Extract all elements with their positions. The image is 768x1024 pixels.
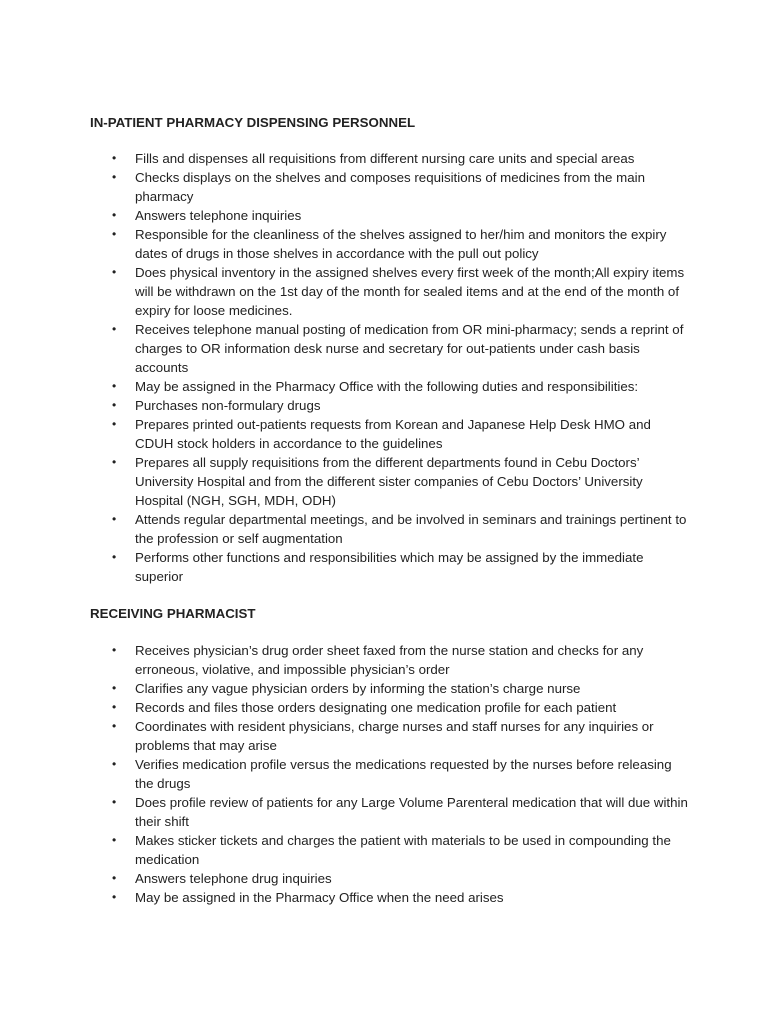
bullet-icon: • bbox=[112, 208, 117, 222]
bullet-icon: • bbox=[112, 417, 117, 431]
list-item-text: Receives telephone manual posting of medication from OR mini-pharmacy; sends a reprint of charges to OR information desk nurse and secretary for out-patients under cash basis accounts bbox=[135, 322, 684, 375]
bullet-icon: • bbox=[112, 871, 117, 885]
list-item-text: Purchases non-formulary drugs bbox=[135, 398, 321, 413]
list-item-text: Clarifies any vague physician orders by informing the station’s charge nurse bbox=[135, 681, 581, 696]
list-item bbox=[90, 225, 690, 263]
list-item bbox=[90, 510, 690, 548]
list-item bbox=[90, 793, 690, 831]
list-item bbox=[90, 548, 690, 586]
list-item-text: Receives physician’s drug order sheet faxed from the nurse station and checks for any erroneous, violative, and impossible physician’s order bbox=[135, 643, 644, 677]
list-item-text: Performs other functions and responsibilities which may be assigned by the immediate superior bbox=[135, 550, 644, 584]
list-item-text: May be assigned in the Pharmacy Office when the need arises bbox=[135, 890, 504, 905]
list-item-text: Checks displays on the shelves and composes requisitions of medicines from the main pharmacy bbox=[135, 170, 645, 204]
list-item bbox=[90, 641, 690, 679]
list-item bbox=[90, 168, 690, 206]
bullet-icon: • bbox=[112, 227, 117, 241]
bullet-icon: • bbox=[112, 757, 117, 771]
bullet-icon: • bbox=[112, 455, 117, 469]
list-item-text: Fills and dispenses all requisitions from different nursing care units and special areas bbox=[135, 151, 635, 166]
duties-list bbox=[90, 149, 690, 586]
section-receiving-pharmacist bbox=[90, 604, 690, 907]
list-item-text: Answers telephone drug inquiries bbox=[135, 871, 332, 886]
bullet-icon: • bbox=[112, 170, 117, 184]
list-item bbox=[90, 320, 690, 377]
section-dispensing-personnel bbox=[90, 113, 690, 586]
bullet-icon: • bbox=[112, 890, 117, 904]
bullet-icon: • bbox=[112, 681, 117, 695]
list-item-text: Prepares all supply requisitions from the different departments found in Cebu Doctors’ University Hospital and from the different sister companies of Cebu Doctors’ University Hospital (NGH, SGH, MDH, ODH) bbox=[135, 455, 643, 508]
list-item bbox=[90, 263, 690, 320]
bullet-icon: • bbox=[112, 322, 117, 336]
bullet-icon: • bbox=[112, 151, 117, 165]
list-item bbox=[90, 206, 690, 225]
bullet-icon: • bbox=[112, 398, 117, 412]
list-item bbox=[90, 698, 690, 717]
list-item bbox=[90, 149, 690, 168]
list-item bbox=[90, 888, 690, 907]
bullet-icon: • bbox=[112, 379, 117, 393]
duties-list bbox=[90, 641, 690, 907]
section-heading: RECEIVING PHARMACIST bbox=[90, 606, 256, 621]
list-item-text: Does physical inventory in the assigned shelves every first week of the month;All expiry items will be withdrawn on the 1st day of the month for sealed items and at the end of the month of expiry for loose medicines. bbox=[135, 265, 685, 318]
list-item-text: May be assigned in the Pharmacy Office with the following duties and responsibilities: bbox=[135, 379, 639, 394]
list-item bbox=[90, 453, 690, 510]
bullet-icon: • bbox=[112, 550, 117, 564]
list-item-text: Attends regular departmental meetings, and be involved in seminars and trainings pertinent to the profession or self augmentation bbox=[135, 512, 687, 546]
list-item-text: Coordinates with resident physicians, charge nurses and staff nurses for any inquiries or problems that may arise bbox=[135, 719, 654, 753]
list-item-text: Responsible for the cleanliness of the shelves assigned to her/him and monitors the expiry dates of drugs in those shelves in accordance with the pull out policy bbox=[135, 227, 667, 261]
section-heading: IN-PATIENT PHARMACY DISPENSING PERSONNEL bbox=[90, 115, 416, 130]
bullet-icon: • bbox=[112, 833, 117, 847]
list-item bbox=[90, 869, 690, 888]
list-item bbox=[90, 831, 690, 869]
list-item bbox=[90, 679, 690, 698]
list-item-text: Records and files those orders designating one medication profile for each patient bbox=[135, 700, 617, 715]
list-item-text: Does profile review of patients for any Large Volume Parenteral medication that will due within their shift bbox=[135, 795, 688, 829]
list-item bbox=[90, 415, 690, 453]
bullet-icon: • bbox=[112, 643, 117, 657]
list-item bbox=[90, 396, 690, 415]
list-item-text: Prepares printed out-patients requests from Korean and Japanese Help Desk HMO and CDUH stock holders in accordance to the guidelines bbox=[135, 417, 651, 451]
list-item bbox=[90, 755, 690, 793]
list-item-text: Makes sticker tickets and charges the patient with materials to be used in compounding the medication bbox=[135, 833, 671, 867]
bullet-icon: • bbox=[112, 700, 117, 714]
bullet-icon: • bbox=[112, 265, 117, 279]
bullet-icon: • bbox=[112, 795, 117, 809]
list-item-text: Verifies medication profile versus the medications requested by the nurses before releasing the drugs bbox=[135, 757, 672, 791]
bullet-icon: • bbox=[112, 719, 117, 733]
list-item bbox=[90, 717, 690, 755]
list-item bbox=[90, 377, 690, 396]
bullet-icon: • bbox=[112, 512, 117, 526]
list-item-text: Answers telephone inquiries bbox=[135, 208, 302, 223]
document-page bbox=[90, 113, 690, 907]
